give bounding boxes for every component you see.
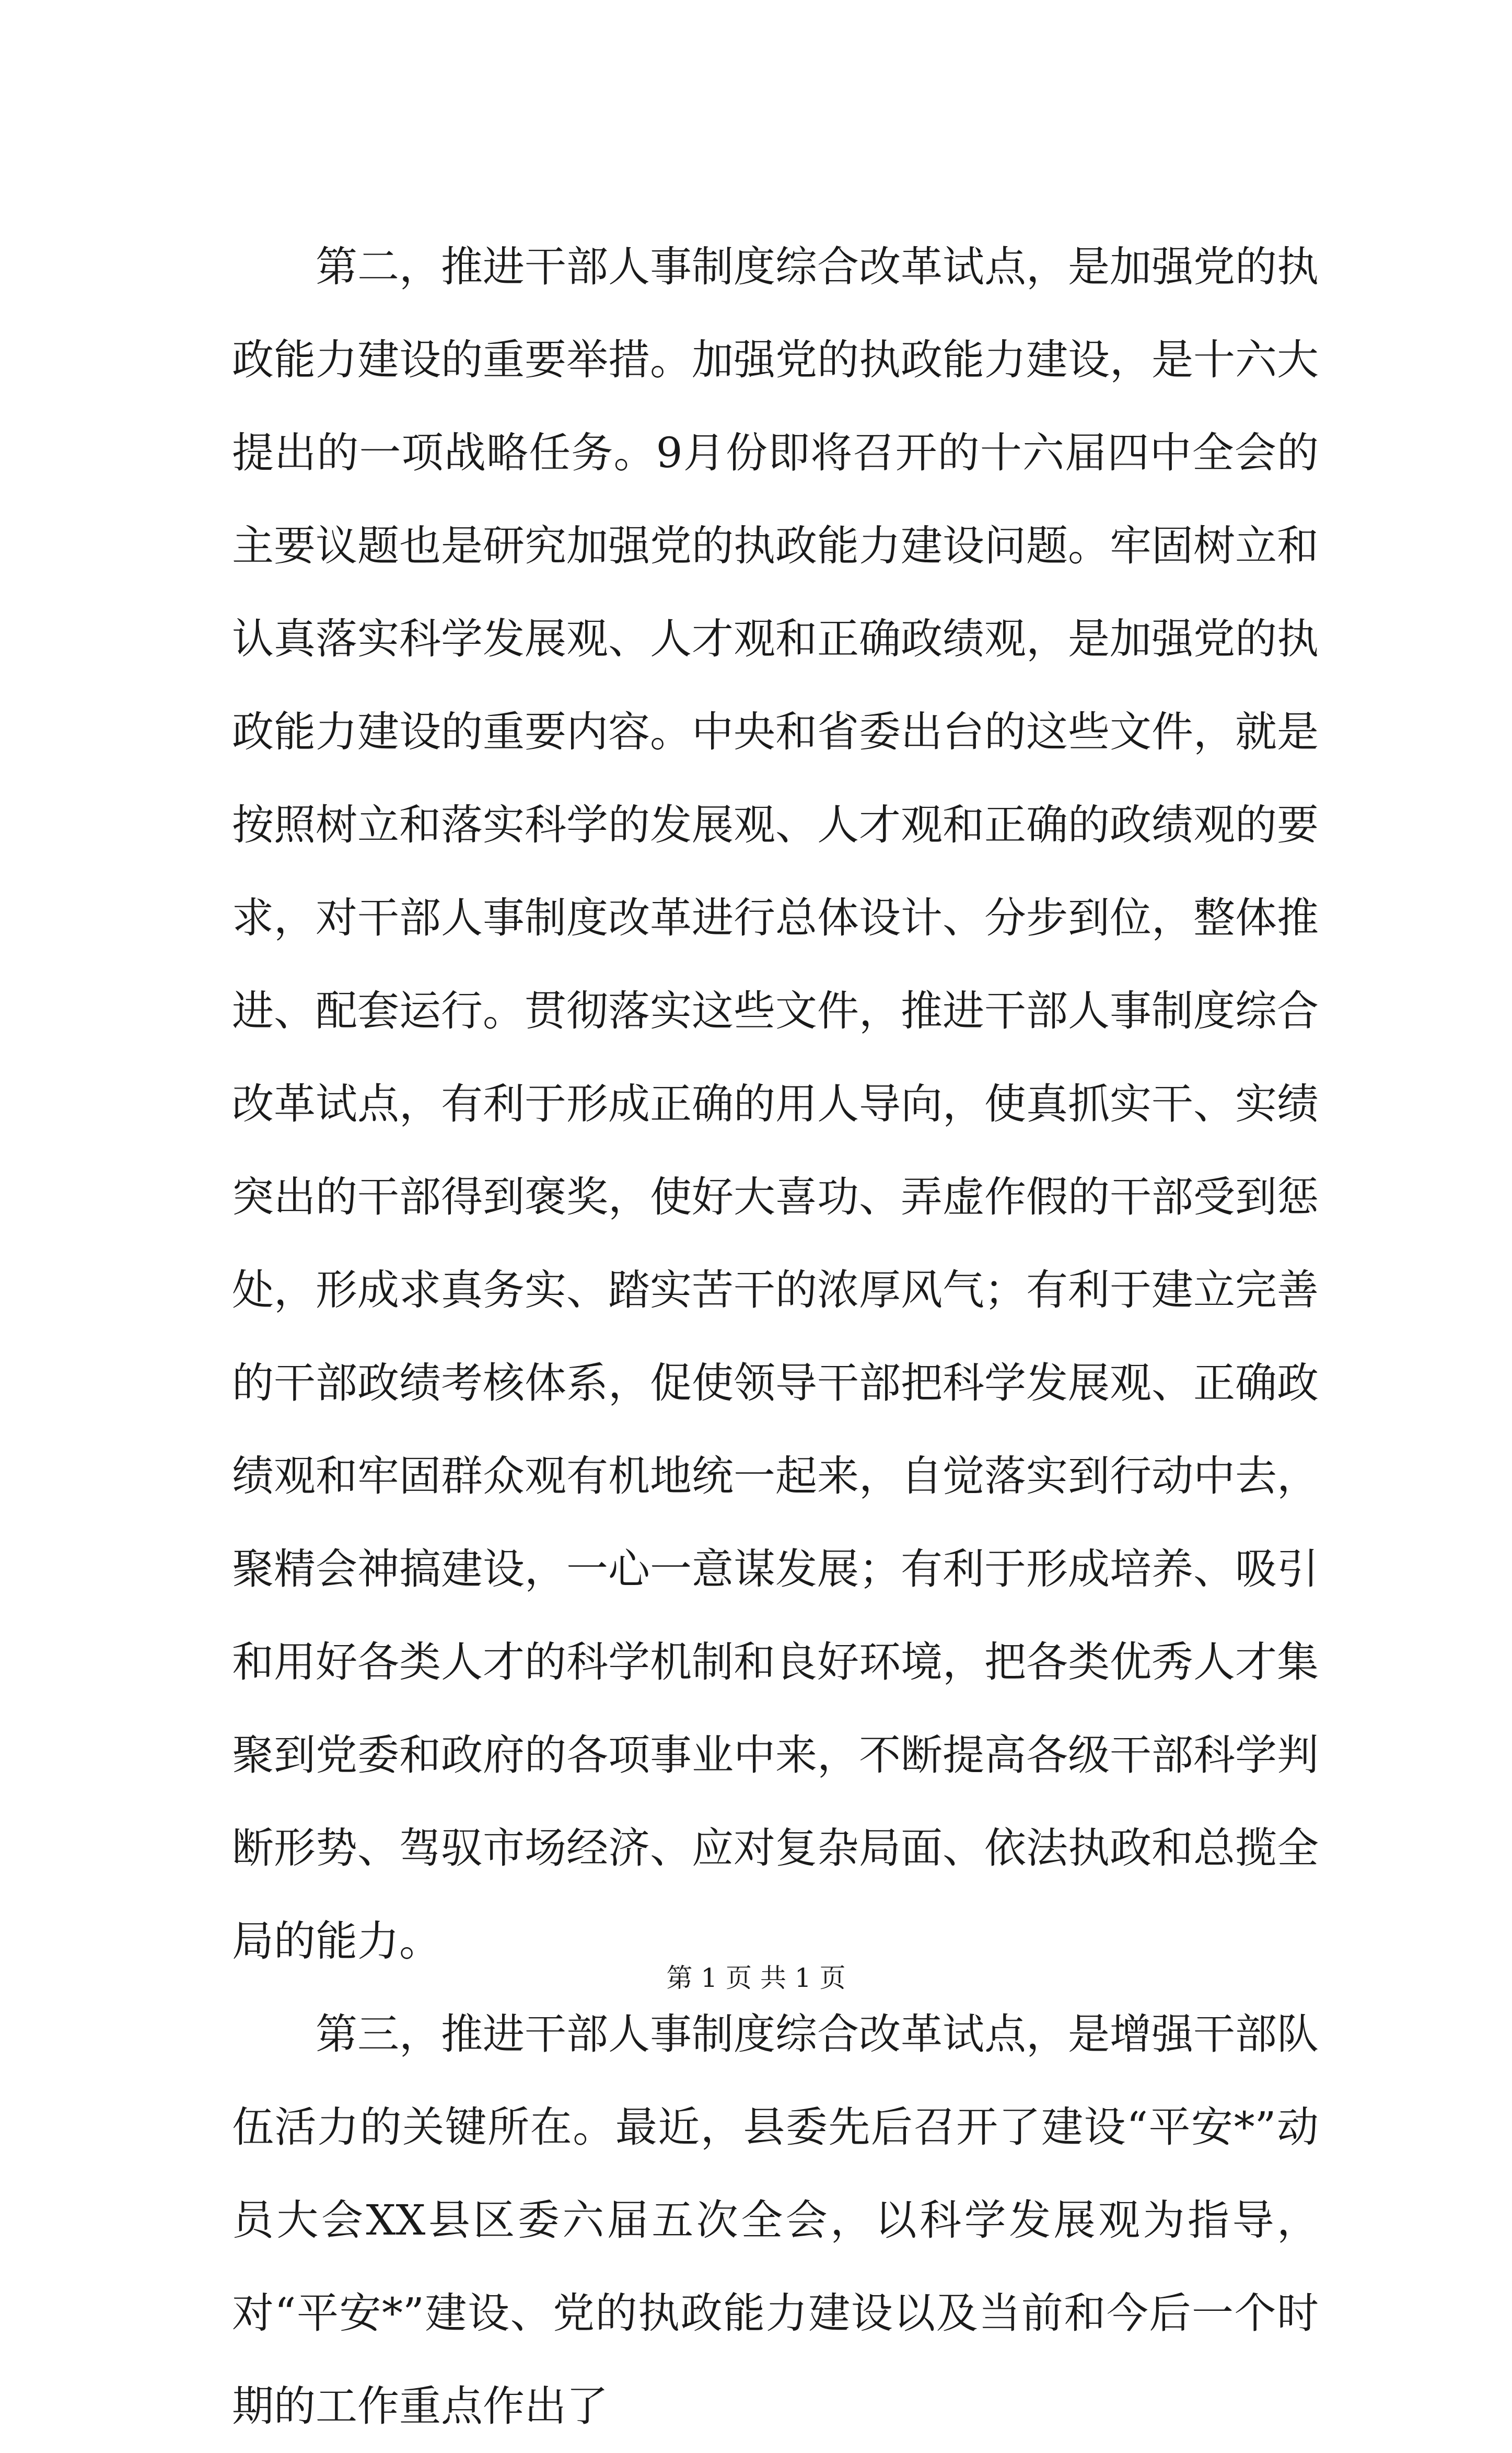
paragraph-second-point: 第二，推进干部人事制度综合改革试点，是加强党的执政能力建设的重要举措。加强党的执政能力建设，是十六大提出的一项战略任务。9月份即将召开的十六届四中全会的主要议题也是研究加强党的执政能力建设问题。牢固树立和认真落实科学发展观、人才观和正确政绩观，是加强党的执政能力建设的重要内容。中央和省委出台的这些文件，就是按照树立和落实科学的发展观、人才观和正确的政绩观的要求，对干部人事制度改革进行总体设计、分步到位，整体推进、配套运行。贯彻落实这些文件，推进干部人事制度综合改革试点，有利于形成正确的用人导向，使真抓实干、实绩突出的干部得到褒奖，使好大喜功、弄虚作假的干部受到惩处，形成求真务实、踏实苦干的浓厚风气；有利于建立完善的干部政绩考核体系，促使领导干部把科学发展观、正确政绩观和牢固群众观有机地统一起来，自觉落实到行动中去，聚精会神搞建设，一心一意谋发展；有利于形成培养、吸引和用好各类人才的科学机制和良好环境，把各类优秀人才集聚到党委和政府的各项事业中来，不断提高各级干部科学判断形势、驾驭市场经济、应对复杂局面、依法执政和总揽全局的能力。 [232, 242, 1319, 1965]
paragraph-third-point: 第三，推进干部人事制度综合改革试点，是增强干部队伍活力的关键所在。最近，县委先后召开了建设“平安*”动员大会XX县区委六届五次全会，以科学发展观为指导，对“平安*”建设、党的执政能力建设以及当前和今后一个时期的工作重点作出了 [232, 2010, 1319, 2431]
page-number-footer: 第 1 页 共 1 页 [666, 1963, 846, 1993]
document-body [232, 221, 1319, 2453]
